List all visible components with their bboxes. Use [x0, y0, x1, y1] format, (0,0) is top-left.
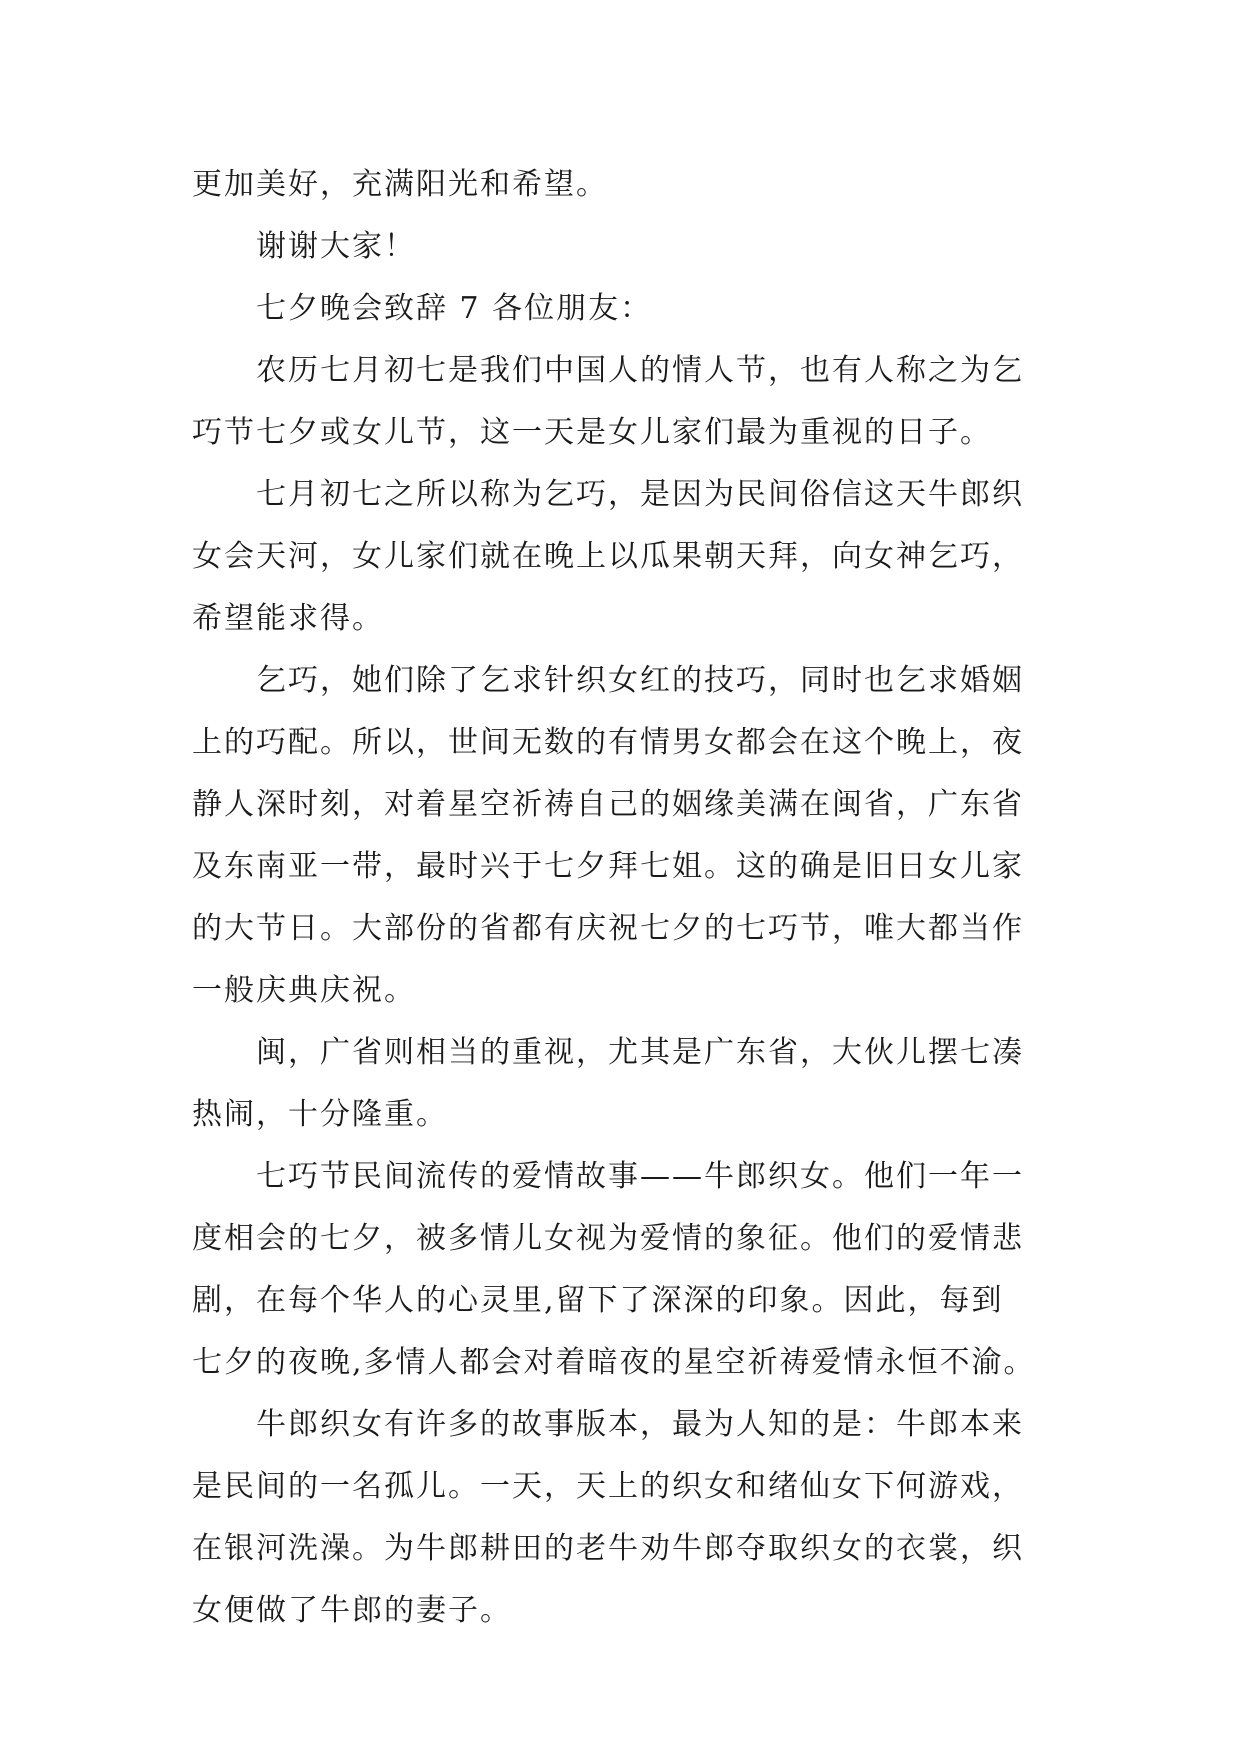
text-line: 女便做了牛郎的妻子。	[192, 1593, 512, 1628]
text-line: 七月初七之所以称为乞巧，是因为民间俗信这天牛郎织	[256, 477, 1024, 512]
text-line: 及东南亚一带，最时兴于七夕拜七姐。这的确是旧日女儿家	[192, 849, 1024, 884]
text-line: 在银河洗澡。为牛郎耕田的老牛劝牛郎夺取织女的衣裳，织	[192, 1531, 1024, 1566]
document-body	[192, 154, 1052, 1642]
text-line: 乞巧，她们除了乞求针织女红的技巧，同时也乞求婚姻	[256, 663, 1024, 698]
text-line: 是民间的一名孤儿。一天，天上的织女和绪仙女下何游戏，	[192, 1469, 1024, 1504]
text-line: 七巧节民间流传的爱情故事——牛郎织女。他们一年一	[256, 1159, 1024, 1194]
text-line: 谢谢大家！	[256, 229, 416, 264]
text-line: 剧，在每个华人的心灵里,留下了深深的印象。因此，每到	[192, 1283, 1004, 1318]
text-line: 上的巧配。所以，世间无数的有情男女都会在这个晚上，夜	[192, 725, 1024, 760]
text-line: 的大节日。大部份的省都有庆祝七夕的七巧节，唯大都当作	[192, 911, 1024, 946]
text-line: 七夕晚会致辞 7 各位朋友：	[256, 291, 653, 326]
text-line: 静人深时刻，对着星空祈祷自己的姻缘美满在闽省，广东省	[192, 787, 1024, 822]
text-line: 更加美好，充满阳光和希望。	[192, 167, 608, 202]
text-line: 热闹，十分隆重。	[192, 1097, 448, 1132]
text-line: 希望能求得。	[192, 601, 384, 636]
text-line: 七夕的夜晚,多情人都会对着暗夜的星空祈祷爱情永恒不渝。	[192, 1345, 1036, 1380]
text-line: 一般庆典庆祝。	[192, 973, 416, 1008]
text-line: 巧节七夕或女儿节，这一天是女儿家们最为重视的日子。	[192, 415, 992, 450]
text-line: 牛郎织女有许多的故事版本，最为人知的是：牛郎本来	[256, 1407, 1024, 1442]
text-line: 闽，广省则相当的重视，尤其是广东省，大伙儿摆七凑	[256, 1035, 1024, 1070]
text-line: 农历七月初七是我们中国人的情人节，也有人称之为乞	[256, 353, 1024, 388]
text-line: 女会天河，女儿家们就在晚上以瓜果朝天拜，向女神乞巧，	[192, 539, 1024, 574]
text-line: 度相会的七夕，被多情儿女视为爱情的象征。他们的爱情悲	[192, 1221, 1024, 1256]
